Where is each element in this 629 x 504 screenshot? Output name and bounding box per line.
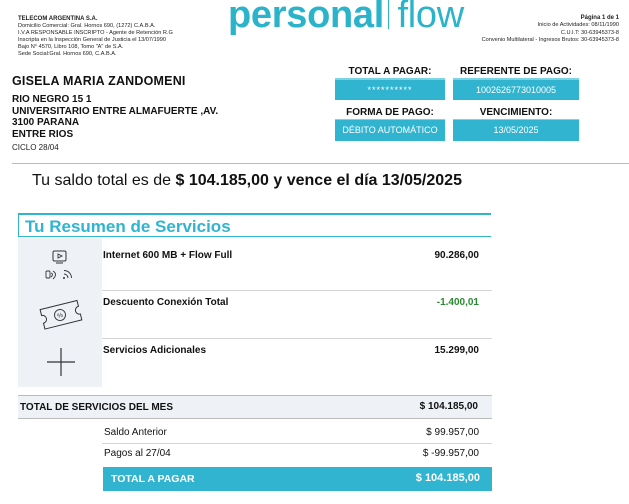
- total-a-pagar-label: TOTAL A PAGAR: [111, 473, 195, 485]
- row-divider: [102, 290, 492, 291]
- svg-text:%: %: [56, 311, 64, 321]
- service-name-descuento: Descuento Conexión Total: [103, 297, 229, 308]
- total-a-pagar-amount: $ 104.185,00: [415, 472, 480, 484]
- total-value: **********: [335, 80, 445, 100]
- brand-logo: [228, 0, 464, 40]
- saldo-date: 13/05/2025: [381, 172, 462, 189]
- saldo-anterior-amount: $ 99.957,00: [426, 427, 479, 438]
- saldo-prefix: Tu saldo total es de: [32, 172, 172, 189]
- brand-part-flow: flow: [397, 0, 464, 36]
- address-line: UNIVERSITARIO ENTRE ALMAFUERTE ,AV.: [12, 105, 219, 117]
- total-services-amount: $ 104.185,00: [419, 401, 478, 412]
- row-divider: [102, 338, 492, 339]
- company-line: Sede Social:Gral. Hornos 690, C.A.B.A.: [18, 51, 117, 58]
- company-info: [18, 16, 218, 59]
- activity-start: Inicio de Actividades: 08/11/1990: [537, 22, 619, 29]
- company-line: Domicilio Comercial: Gral. Hornos 690, (1272) C.A.B.A.: [18, 23, 156, 30]
- service-amount-internet: 90.286,00: [434, 250, 479, 261]
- forma-value: DÉBITO AUTOMÁTICO: [335, 120, 445, 141]
- pagos-label: Pagos al 27/04: [104, 448, 171, 459]
- total-services-label: TOTAL DE SERVICIOS DEL MES: [20, 402, 173, 413]
- company-name: TELECOM ARGENTINA S.A.: [18, 16, 98, 22]
- billing-cycle: CICLO 28/04: [12, 143, 59, 152]
- company-line: Inscripta en la Inspección General de Justicia el 13/07/1990: [18, 37, 167, 44]
- plus-icon: [18, 338, 102, 387]
- company-line: I.V.A RESPONSABLE INSCRIPTO - Agente de Retención R.G: [18, 30, 173, 37]
- cuit: C.U.I.T: 30-63945373-8: [560, 29, 619, 36]
- saldo-amount: $ 104.185,00: [175, 172, 269, 189]
- total-services-row: [18, 395, 492, 419]
- venc-label: VENCIMIENTO:: [453, 107, 579, 121]
- saldo-anterior-label: Saldo Anterior: [104, 427, 167, 438]
- service-amount-descuento: -1.400,01: [436, 297, 479, 308]
- internet-tv-icon: [18, 238, 102, 290]
- brand-part-personal: personal: [228, 0, 384, 36]
- customer-address: [12, 74, 218, 152]
- pagos-amount: $ -99.957,00: [422, 448, 479, 459]
- discount-ticket-icon: [18, 290, 102, 338]
- forma-label: FORMA DE PAGO:: [335, 107, 445, 121]
- ref-value: 1002626773010005: [453, 80, 579, 100]
- address-line: RIO NEGRO 15 1: [12, 94, 92, 105]
- resumen-header: [18, 213, 491, 237]
- saldo-summary: [32, 172, 462, 190]
- customer-name: GISELA MARIA ZANDOMENI: [12, 74, 186, 88]
- service-name-internet: Internet 600 MB + Flow Full: [103, 250, 233, 261]
- address-line: 3100 PARANA: [12, 117, 80, 128]
- address-line: ENTRE RIOS: [12, 128, 74, 140]
- saldo-mid: y vence el día: [273, 172, 378, 189]
- total-a-pagar-row: [103, 467, 492, 491]
- total-label: TOTAL A PAGAR:: [335, 66, 445, 80]
- page-number: Página 1 de 1: [580, 15, 619, 21]
- venc-value: 13/05/2025: [453, 120, 579, 141]
- convenio: Convenio Multilateral - Ingresos Brutos: 30-63945373-8: [481, 36, 619, 43]
- service-name-adicionales: Servicios Adicionales: [103, 345, 207, 356]
- service-amount-adicionales: 15.299,00: [434, 345, 479, 356]
- resumen-title: Tu Resumen de Servicios: [25, 217, 231, 236]
- brand-separator: [388, 0, 390, 29]
- ref-label: REFERENTE DE PAGO:: [453, 66, 579, 80]
- header-divider: [12, 163, 629, 164]
- row-divider: [102, 443, 492, 444]
- page-info: [482, 15, 619, 44]
- company-line: Bajo N° 4570, Libro 108, Tomo "A" de S.A.: [18, 44, 124, 51]
